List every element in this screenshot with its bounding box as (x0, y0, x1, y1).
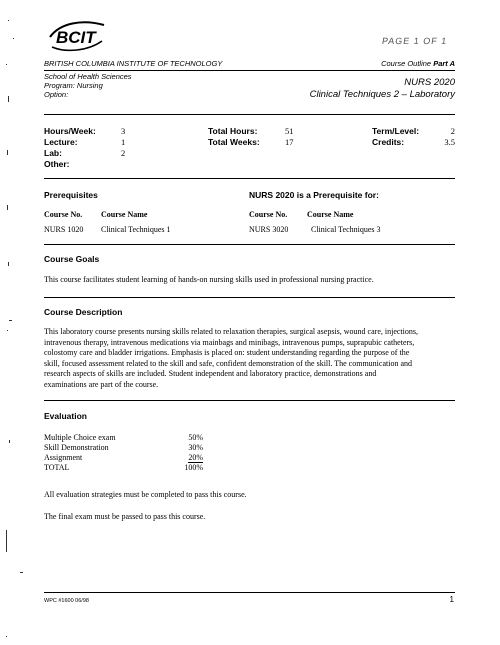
evaluation-row (44, 443, 209, 453)
evaluation-note-2: The final exam must be passed to pass this course. (44, 512, 206, 521)
description-line: skill, focused assessment related to the skill and safe, confident demonstration of the skill. The communication and (44, 358, 412, 368)
total-hours-label: Total Hours: (208, 126, 258, 136)
prereq-for-course-name: Clinical Techniques 3 (311, 225, 381, 234)
evaluation-item-value: 50% (188, 433, 203, 442)
total-weeks-label: Total Weeks: (208, 137, 260, 147)
prereq-course-name: Clinical Techniques 1 (101, 225, 171, 234)
description-line: research aspects of skills are included. Student independent and laboratory practice, demonstrations and (44, 369, 377, 379)
course-goals-text: This course facilitates student learning of hands-on nursing skills used in professional nursing practice. (44, 275, 374, 284)
evaluation-row (44, 453, 209, 463)
header-divider (44, 70, 455, 71)
description-line: colostomy care and bladder irrigations. Emphasis is placed on: student understanding regarding the purpose of the (44, 348, 410, 358)
footer-divider (44, 592, 455, 593)
scan-speck (6, 64, 7, 65)
scan-speck (13, 38, 14, 39)
lecture-value: 1 (121, 137, 126, 147)
description-line: This laboratory course presents nursing skills related to relaxation therapies, surgical asepsis, wound care, injections, (44, 327, 418, 336)
total-hours-value: 51 (285, 126, 294, 136)
scan-speck (6, 530, 7, 552)
divider (44, 178, 455, 179)
scan-speck (8, 96, 9, 102)
institution-name: BRITISH COLUMBIA INSTITUTE OF TECHNOLOGY (44, 59, 223, 68)
school-name: School of Health Sciences (44, 72, 132, 81)
scan-speck (20, 572, 23, 573)
evaluation-item-name: Assignment (44, 453, 83, 462)
prerequisite-for-heading: NURS 2020 is a Prerequisite for: (249, 190, 379, 200)
option-label: Option: (44, 90, 69, 99)
course-outline-label (381, 59, 455, 68)
course-goals-heading: Course Goals (44, 254, 100, 264)
description-line: examinations are part of the course. (44, 379, 159, 389)
prereq-for-col-no: Course No. (249, 210, 288, 219)
prereq-col-name: Course Name (101, 210, 148, 219)
prereq-for-course-no: NURS 3020 (249, 225, 289, 234)
prereq-for-col-name: Course Name (307, 210, 354, 219)
prereq-col-no: Course No. (44, 210, 83, 219)
course-description-text (44, 327, 418, 391)
credits-label: Credits: (372, 137, 405, 147)
outline-label: Course Outline (381, 59, 432, 68)
evaluation-row-total (44, 463, 209, 473)
scan-speck (7, 205, 8, 210)
credits-value: 3.5 (444, 137, 455, 147)
other-label: Other: (44, 159, 70, 169)
page-stamp: PAGE 1 OF 1 (381, 36, 449, 46)
scan-speck (9, 320, 12, 321)
scan-speck (7, 150, 8, 155)
lab-label: Lab: (44, 148, 62, 158)
description-line: intravenous therapy, intravenous medications via mainbags and minibags, intravenous pumps, suprapubic catheters, (44, 337, 415, 347)
scan-speck (7, 330, 8, 331)
scan-speck (9, 440, 10, 443)
bcit-logo-text: BCIT (56, 28, 96, 47)
evaluation-row (44, 433, 209, 443)
page-number: 1 (449, 595, 454, 604)
evaluation-note-1: All evaluation strategies must be completed to pass this course. (44, 490, 247, 499)
prereq-course-no: NURS 1020 (44, 225, 84, 234)
hours-week-label: Hours/Week: (44, 126, 96, 136)
evaluation-item-value: 20% (188, 453, 203, 462)
divider (44, 244, 455, 245)
evaluation-table (44, 433, 209, 473)
scan-speck (8, 262, 9, 266)
course-title: Clinical Techniques 2 – Laboratory (309, 89, 455, 100)
term-label: Term/Level: (372, 126, 420, 136)
lecture-label: Lecture: (44, 137, 78, 147)
divider (44, 114, 455, 115)
bcit-logo (48, 17, 106, 53)
lab-value: 2 (121, 148, 126, 158)
evaluation-item-name: Multiple Choice exam (44, 433, 116, 442)
scan-speck (6, 636, 7, 637)
bcit-logo-swoosh (48, 17, 106, 53)
program-name: Program: Nursing (44, 81, 103, 90)
total-weeks-value: 17 (285, 137, 294, 147)
scan-speck (8, 20, 9, 21)
hours-week-value: 3 (121, 126, 126, 136)
evaluation-item-name: Skill Demonstration (44, 443, 109, 452)
evaluation-item-value: 30% (188, 443, 203, 452)
course-description-heading: Course Description (44, 307, 123, 317)
form-number: WPC #1600 06/98 (44, 598, 89, 604)
evaluation-item-name: TOTAL (44, 463, 70, 472)
divider (44, 297, 455, 298)
outline-part: Part A (433, 59, 455, 68)
evaluation-heading: Evaluation (44, 411, 87, 421)
prerequisites-heading: Prerequisites (44, 190, 98, 200)
evaluation-item-value: 100% (184, 463, 203, 472)
course-code: NURS 2020 (404, 77, 455, 88)
divider (44, 400, 455, 401)
term-value: 2 (450, 126, 455, 136)
